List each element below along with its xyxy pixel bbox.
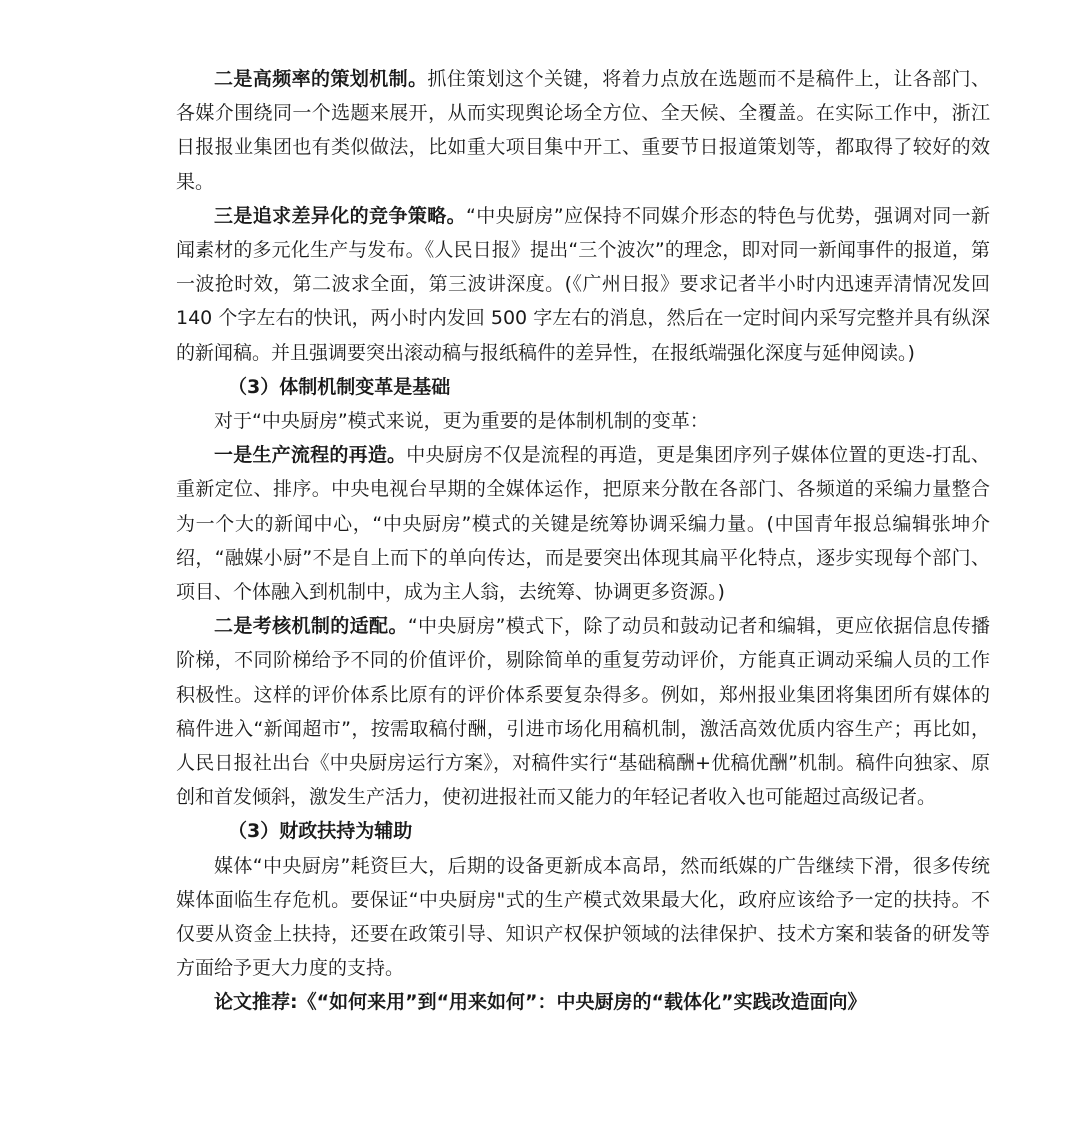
paragraph-lead: 二是高频率的策划机制。 — [214, 68, 428, 90]
section-heading-financial-support: （3）财政扶持为辅助 — [228, 820, 413, 843]
paragraph-differentiation-strategy — [176, 199, 990, 370]
paragraph-planning-mechanism — [176, 62, 990, 199]
paragraph-process-reengineering — [176, 438, 990, 609]
paragraph-lead: 一是生产流程的再造。 — [214, 444, 407, 467]
paragraph-financial-support: 媒体“中央厨房”耗资巨大，后期的设备更新成本高昂，然而纸媒的广告继续下滑，很多传统媒体面临生存危机。要保证“中央厨房"式的生产模式效果最大化，政府应该给予一定的扶持。不仅要从资金上扶持，还要在政策引导、知识产权保护领域的法律保护、技术方案和装备的研发等方面给予更大力度的支持。 — [176, 854, 990, 980]
paragraph-reform-intro: 对于“中央厨房”模式来说，更为重要的是体制机制的变革： — [214, 410, 709, 433]
document-page — [176, 62, 990, 1020]
paragraph-body: 抓住策划这个关键，将着力点放在选题而不是稿件上，让各部门、各媒介围绕同一个选题来展开，从而实现舆论场全方位、全天候、全覆盖。在实际工作中，浙江日报报业集团也有类似做法，比如重大项目集中开工、重要节日报道策划等，都取得了较好的效果。 — [176, 68, 990, 193]
paragraph-body: “中央厨房”模式下，除了动员和鼓动记者和编辑，更应依据信息传播阶梯，不同阶梯给予不同的价值评价，剔除简单的重复劳动评价，方能真正调动采编人员的工作积极性。这样的评价体系比原有的评价体系要复杂得多。例如，郑州报业集团将集团所有媒体的稿件进入“新闻超市”，按需取稿付酬，引进市场化用稿机制，激活高效优质内容生产；再比如，人民日报社出台《中央厨房运行方案》，对稿件实行“基础稿酬+优稿优酬”机制。稿件向独家、原创和首发倾斜，激发生产活力，使初进报社而又能力的年轻记者收入也可能超过高级记者。 — [176, 615, 990, 809]
paragraph-lead: 二是考核机制的适配。 — [214, 615, 408, 638]
paragraph-assessment-mechanism — [176, 609, 990, 814]
paper-recommendation: 论文推荐:《“如何来用”到“用来如何”：中央厨房的“载体化”实践改造面向》 — [214, 991, 867, 1014]
paragraph-body: 中央厨房不仅是流程的再造，更是集团序列子媒体位置的更迭-打乱、重新定位、排序。中央电视台早期的全媒体运作，把原来分散在各部门、各频道的采编力量整合为一个大的新闻中心，“中央厨房”模式的关键是统筹协调采编力量。(中国青年报总编辑张坤介绍，“融媒小厨”不是自上而下的单向传达，而是要突出体现其扁平化特点，逐步实现每个部门、项目、个体融入到机制中，成为主人翁，去统筹、协调更多资源。) — [176, 444, 990, 604]
section-heading-institutional-reform: （3）体制机制变革是基础 — [228, 375, 451, 398]
paragraph-lead: 三是追求差异化的竞争策略。 — [214, 204, 466, 227]
paragraph-body: “中央厨房”应保持不同媒介形态的特色与优势，强调对同一新闻素材的多元化生产与发布。《人民日报》提出“三个波次”的理念，即对同一新闻事件的报道，第一波抢时效，第二波求全面，第三波讲深度。(《广州日报》要求记者半小时内迅速弄清情况发回 140 个字左右的快讯，两小时内发回 500 字左右的消息，然后在一定时间内采写完整并具有纵深的新闻稿。并且强调要突出滚动稿与报纸稿件的差异性，在报纸端强化深度与延伸阅读。) — [176, 204, 990, 364]
